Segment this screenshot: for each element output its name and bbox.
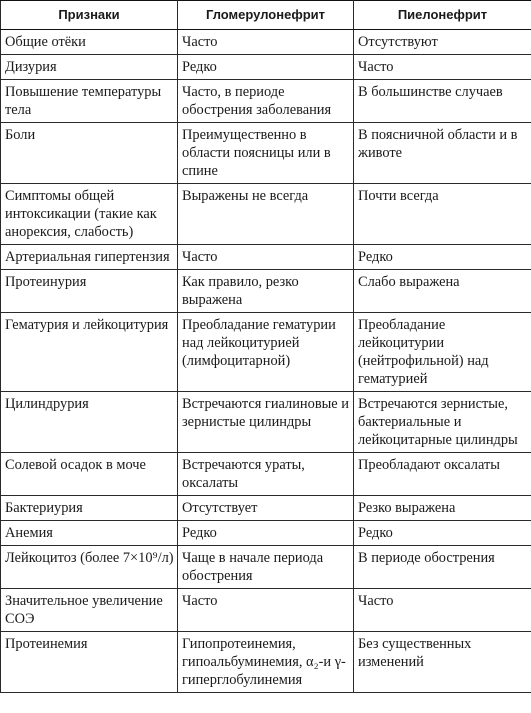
row-pyelonephritis-cell: Встречаются зернистые, бактериальные и лейкоцитарные цилиндры [354,392,531,453]
table-row [1,313,531,392]
row-glomerulonephritis-cell: Часто [178,589,354,632]
table-row [1,392,531,453]
table-row [1,184,531,245]
row-pyelonephritis-cell: Редко [354,245,531,270]
row-glomerulonephritis-cell: Встречаются гиалиновые и зернистые цилиндры [178,392,354,453]
row-glomerulonephritis-cell: Встречаются ураты, оксалаты [178,453,354,496]
row-sign-cell: Артериальная гипертензия [1,245,178,270]
row-pyelonephritis-cell: Слабо выражена [354,270,531,313]
row-sign-cell: Симптомы общей интоксикации (такие как анорексия, слабость) [1,184,178,245]
row-sign-cell: Протеинемия [1,632,178,693]
row-sign-cell: Повышение температуры тела [1,80,178,123]
table-row [1,30,531,55]
row-sign-cell: Бактериурия [1,496,178,521]
table-row [1,521,531,546]
row-glomerulonephritis-cell: Отсутствует [178,496,354,521]
table-row [1,80,531,123]
row-sign-cell: Анемия [1,521,178,546]
row-pyelonephritis-cell: В большинстве случаев [354,80,531,123]
table-body [1,30,531,693]
row-sign-cell: Лейкоцитоз (более 7×10⁹/л) [1,546,178,589]
row-glomerulonephritis-cell: Редко [178,55,354,80]
row-pyelonephritis-cell: Резко выражена [354,496,531,521]
row-sign-cell: Дизурия [1,55,178,80]
row-pyelonephritis-cell: Преобладают оксалаты [354,453,531,496]
row-pyelonephritis-cell: Почти всегда [354,184,531,245]
row-pyelonephritis-cell: В поясничной области и в животе [354,123,531,184]
header-cell-pyelonephritis: Пиелонефрит [354,1,531,30]
row-glomerulonephritis-cell: Как правило, резко выражена [178,270,354,313]
row-sign-cell: Значительное увеличение СОЭ [1,589,178,632]
header-row [1,1,531,30]
header-cell-sign: Признаки [1,1,178,30]
row-sign-cell: Боли [1,123,178,184]
row-sign-cell: Гематурия и лейкоцитурия [1,313,178,392]
row-glomerulonephritis-cell: Преобладание гематурии над лейкоцитурией (лимфоцитарной) [178,313,354,392]
row-glomerulonephritis-cell: Преимущественно в области поясницы или в спине [178,123,354,184]
table-row [1,453,531,496]
row-sign-cell: Цилиндрурия [1,392,178,453]
row-sign-cell: Общие отёки [1,30,178,55]
table-row [1,245,531,270]
row-pyelonephritis-cell: Отсутствуют [354,30,531,55]
table-row [1,546,531,589]
row-pyelonephritis-cell: Преобладание лейкоцитурии (нейтрофильной) над гематурией [354,313,531,392]
row-glomerulonephritis-cell: Часто [178,30,354,55]
row-sign-cell: Протеинурия [1,270,178,313]
table-row [1,55,531,80]
row-glomerulonephritis-cell: Гипопротеинемия, гипоальбуминемия, α₂-и γ-гиперглобулинемия [178,632,354,693]
row-glomerulonephritis-cell: Редко [178,521,354,546]
row-pyelonephritis-cell: Редко [354,521,531,546]
row-glomerulonephritis-cell: Чаще в начале периода обострения [178,546,354,589]
row-pyelonephritis-cell: В периоде обострения [354,546,531,589]
header-cell-glomerulonephritis: Гломерулонефрит [178,1,354,30]
row-sign-cell: Солевой осадок в моче [1,453,178,496]
table-row [1,496,531,521]
table-row [1,270,531,313]
table-row [1,589,531,632]
table-row [1,632,531,693]
row-glomerulonephritis-cell: Выражены не всегда [178,184,354,245]
row-glomerulonephritis-cell: Часто, в периоде обострения заболевания [178,80,354,123]
row-pyelonephritis-cell: Без существенных изменений [354,632,531,693]
row-pyelonephritis-cell: Часто [354,55,531,80]
row-pyelonephritis-cell: Часто [354,589,531,632]
table-row [1,123,531,184]
row-glomerulonephritis-cell: Часто [178,245,354,270]
